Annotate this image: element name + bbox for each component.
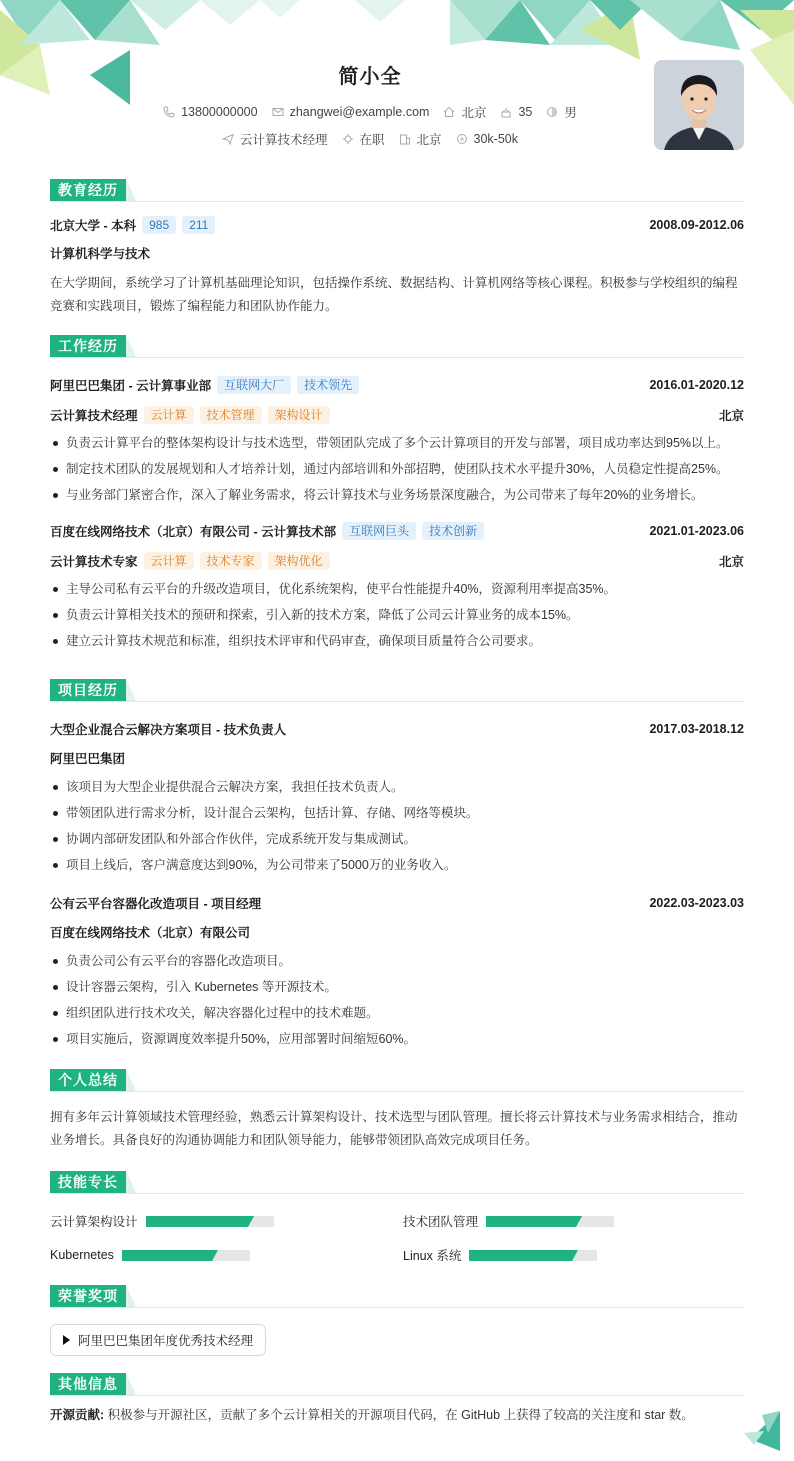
work-location: 北京	[718, 409, 744, 423]
send-icon	[222, 133, 234, 145]
company-tag: 技术领先	[297, 376, 359, 394]
avatar	[654, 60, 744, 150]
list-item: 与业务部门紧密合作，深入了解业务需求，将云计算技术与业务场景深度融合，为公司带来了每年20%的业务增长。	[50, 482, 744, 508]
company-name: 百度在线网络技术（北京）有限公司 - 云计算技术部	[50, 525, 337, 539]
skills-header	[50, 1170, 744, 1194]
role-tag: 云计算	[144, 552, 194, 570]
section-title: 项目经历	[50, 679, 126, 701]
gender-info: 男	[546, 103, 577, 121]
role-tag: 技术专家	[200, 552, 262, 570]
other-header	[50, 1372, 744, 1396]
company-tag: 技术创新	[422, 522, 484, 540]
list-item: 设计容器云架构，引入 Kubernetes 等开源技术。	[50, 974, 744, 1000]
work-period: 2021.01-2023.06	[649, 524, 744, 538]
projects-header	[50, 678, 744, 702]
email-info: zhangwei@example.com	[272, 103, 430, 121]
section-title: 工作经历	[50, 335, 126, 357]
skill-item	[50, 1204, 403, 1238]
role-name: 云计算技术经理	[50, 409, 138, 423]
award-item[interactable]	[50, 1324, 266, 1356]
work-role-row	[50, 550, 744, 572]
section-title: 其他信息	[50, 1373, 126, 1395]
skills-section	[50, 1170, 744, 1272]
major: 计算机科学与技术	[50, 247, 151, 261]
education-header	[50, 178, 744, 202]
cake-icon	[500, 106, 512, 118]
project-org: 阿里巴巴集团	[50, 752, 126, 766]
target-city-info: 北京	[399, 130, 442, 148]
list-item: 带领团队进行需求分析，设计混合云架构，包括计算、存储、网络等模块。	[50, 800, 744, 826]
list-item: 主导公司私有云平台的升级改造项目，优化系统架构，使平台性能提升40%，资源利用率提高35%。	[50, 576, 744, 602]
school-tag: 211	[182, 216, 215, 234]
work-location: 北京	[718, 555, 744, 569]
position-info: 云计算技术经理	[222, 130, 328, 148]
job-intent-row	[50, 130, 690, 148]
list-item: 项目上线后，客户满意度达到90%，为公司带来了5000万的业务收入。	[50, 852, 744, 878]
project-name: 大型企业混合云解决方案项目 - 技术负责人	[50, 723, 287, 737]
other-section	[50, 1372, 744, 1427]
building-icon	[399, 133, 411, 145]
age-info: 35	[500, 103, 532, 121]
project-bullets	[50, 948, 744, 1052]
education-row	[50, 214, 744, 236]
award-label: 阿里巴巴集团年度优秀技术经理	[78, 1334, 254, 1348]
role-tag: 云计算	[144, 406, 194, 424]
skill-fill	[486, 1216, 576, 1227]
skill-bar	[486, 1216, 614, 1227]
mail-icon	[272, 106, 284, 118]
coin-icon	[456, 133, 468, 145]
list-item: 制定技术团队的发展规划和人才培养计划，通过内部培训和外部招聘，使团队技术水平提升30%，人员稳定性提高25%。	[50, 456, 744, 482]
skill-name: 云计算架构设计	[50, 1215, 138, 1229]
education-period: 2008.09-2012.06	[649, 218, 744, 232]
play-icon	[63, 1335, 70, 1345]
gear-icon	[342, 133, 354, 145]
list-item: 负责公司公有云平台的容器化改造项目。	[50, 948, 744, 974]
avatar-portrait	[654, 60, 744, 150]
work-header	[50, 334, 744, 358]
project-period: 2017.03-2018.12	[649, 722, 744, 736]
phone-icon	[163, 106, 175, 118]
contact-row	[50, 103, 690, 121]
list-item: 协调内部研发团队和外部合作伙伴，完成系统开发与集成测试。	[50, 826, 744, 852]
city-info: 北京	[443, 103, 486, 121]
education-section	[50, 178, 744, 318]
work-company-row	[50, 520, 744, 542]
skill-bar	[469, 1250, 597, 1261]
summary-section	[50, 1068, 744, 1152]
salary-info: 30k-50k	[456, 130, 518, 148]
list-item: 组织团队进行技术攻关，解决容器化过程中的技术难题。	[50, 1000, 744, 1026]
role-tag: 架构设计	[268, 406, 330, 424]
skill-fill	[146, 1216, 248, 1227]
home-icon	[443, 106, 455, 118]
education-description: 在大学期间，系统学习了计算机基础理论知识，包括操作系统、数据结构、计算机网络等核心课程。积极参与学校组织的编程竞赛和实践项目，锻炼了编程能力和团队协作能力。	[50, 276, 738, 313]
awards-header	[50, 1284, 744, 1308]
skill-item	[403, 1238, 744, 1272]
work-company-row	[50, 374, 744, 396]
section-title: 技能专长	[50, 1171, 126, 1193]
skill-fill	[469, 1250, 571, 1261]
section-title: 个人总结	[50, 1069, 126, 1091]
role-tag: 架构优化	[268, 552, 330, 570]
candidate-name: 简小全	[338, 66, 402, 88]
work-item	[50, 374, 744, 508]
summary-text: 拥有多年云计算领域技术管理经验，熟悉云计算架构设计、技术选型与团队管理。擅长将云计算技术与业务需求相结合，推动业务增长。具备良好的沟通协调能力和团队领导能力，能够带领团队高效完成项目任务。	[50, 1110, 738, 1147]
project-item	[50, 718, 744, 878]
work-period: 2016.01-2020.12	[649, 378, 744, 392]
project-bullets	[50, 774, 744, 878]
skill-bar	[122, 1250, 250, 1261]
resume-header	[50, 0, 744, 170]
skill-item	[403, 1204, 744, 1238]
projects-section	[50, 678, 744, 1052]
project-item	[50, 892, 744, 1052]
project-name: 公有云平台容器化改造项目 - 项目经理	[50, 897, 262, 911]
skills-grid	[50, 1204, 744, 1272]
company-tag: 互联网大厂	[217, 376, 291, 394]
school-tag: 985	[142, 216, 176, 234]
section-title: 教育经历	[50, 179, 126, 201]
work-role-row	[50, 404, 744, 426]
skill-name: 技术团队管理	[403, 1215, 479, 1229]
list-item: 项目实施后，资源调度效率提升50%，应用部署时间缩短60%。	[50, 1026, 744, 1052]
skill-fill	[122, 1250, 212, 1261]
skill-item	[50, 1238, 403, 1272]
role-tag: 技术管理	[200, 406, 262, 424]
list-item: 负责云计算平台的整体架构设计与技术选型，带领团队完成了多个云计算项目的开发与部署，项目成功率达到95%以上。	[50, 430, 744, 456]
summary-header	[50, 1068, 744, 1092]
role-name: 云计算技术专家	[50, 555, 138, 569]
awards-section	[50, 1284, 744, 1356]
gender-icon	[546, 106, 558, 118]
work-item	[50, 520, 744, 654]
skill-name: Kubernetes	[50, 1248, 114, 1262]
school-name: 北京大学 - 本科	[50, 219, 137, 233]
company-tag: 互联网巨头	[342, 522, 416, 540]
skill-name: Linux 系统	[403, 1249, 462, 1263]
project-period: 2022.03-2023.03	[649, 896, 744, 910]
work-bullets	[50, 576, 744, 654]
work-bullets	[50, 430, 744, 508]
phone-info: 13800000000	[163, 103, 257, 121]
other-text: 积极参与开源社区，贡献了多个云计算相关的开源项目代码，在 GitHub 上获得了较高的关注度和 star 数。	[107, 1408, 694, 1422]
work-section	[50, 334, 744, 654]
list-item: 负责云计算相关技术的预研和探索，引入新的技术方案，降低了公司云计算业务的成本15%。	[50, 602, 744, 628]
company-name: 阿里巴巴集团 - 云计算事业部	[50, 379, 212, 393]
project-row	[50, 718, 744, 740]
project-row	[50, 892, 744, 914]
project-org: 百度在线网络技术（北京）有限公司	[50, 926, 251, 940]
list-item: 该项目为大型企业提供混合云解决方案，我担任技术负责人。	[50, 774, 744, 800]
other-label: 开源贡献:	[50, 1408, 105, 1422]
section-title: 荣誉奖项	[50, 1285, 126, 1307]
list-item: 建立云计算技术规范和标准，组织技术评审和代码审查，确保项目质量符合公司要求。	[50, 628, 744, 654]
status-info: 在职	[342, 130, 385, 148]
other-info	[50, 1404, 744, 1427]
skill-bar	[146, 1216, 274, 1227]
